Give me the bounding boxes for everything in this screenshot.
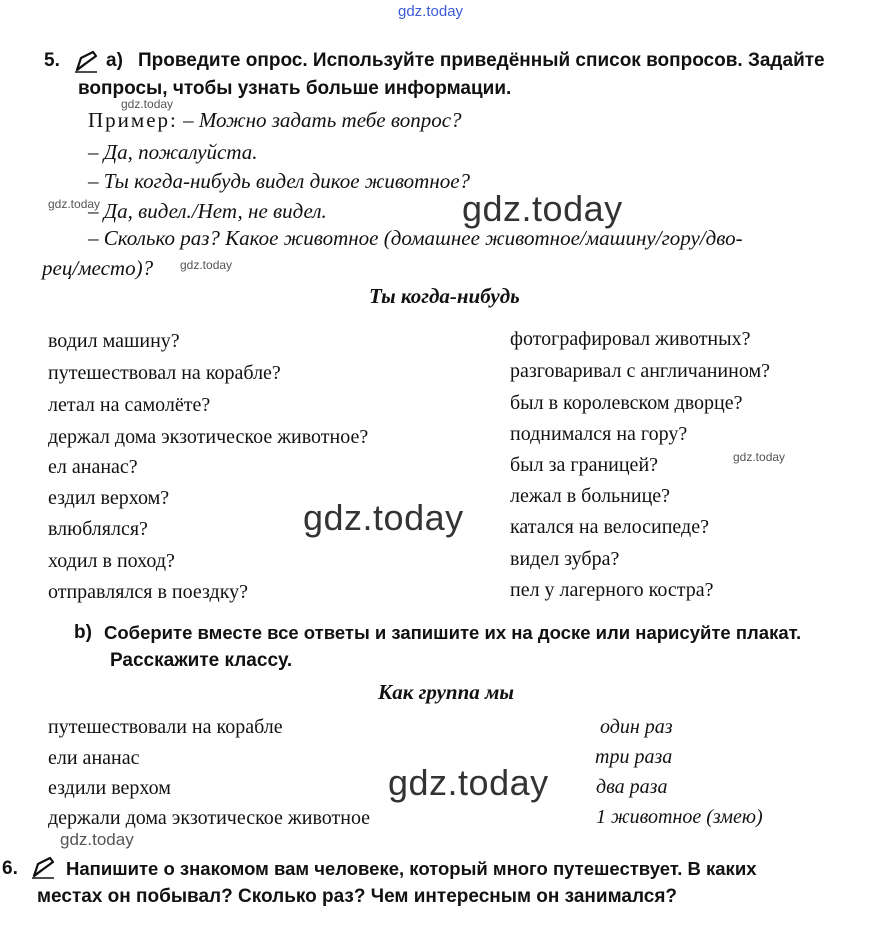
top-watermark: gdz.today: [398, 3, 464, 20]
table-row-activity: ели ананас: [48, 747, 140, 769]
example-line6: рец/место)?: [42, 256, 154, 280]
watermark-small-5: gdz.today: [60, 830, 134, 849]
task6-line2: местах он побывал? Сколько раз? Чем интересным он занимался?: [37, 886, 678, 907]
task5-part-b-label: b): [74, 622, 92, 643]
task5-number: 5.: [44, 50, 60, 71]
list-item: поднимался на гору?: [510, 423, 688, 445]
table-row-activity: держали дома экзотическое животное: [48, 807, 371, 829]
task6-number: 6.: [2, 858, 18, 879]
table-row-count: три раза: [595, 746, 673, 768]
list-item: фотографировал животных?: [510, 328, 751, 350]
example-line4: – Да, видел./Нет, не видел.: [88, 199, 327, 223]
table-row-count: 1 животное (змею): [596, 806, 763, 828]
list-item: лежал в больнице?: [510, 485, 671, 507]
example-label: Пример:: [88, 108, 178, 132]
pencil-icon: [73, 50, 99, 79]
task5-part-b-line2: Расскажите классу.: [110, 650, 293, 671]
table-row-activity: ездили верхом: [48, 777, 171, 799]
list-item: видел зубра?: [510, 548, 620, 570]
list-item: пел у лагерного костра?: [510, 579, 714, 601]
pencil-icon: [30, 856, 56, 885]
task5-part-a-line1: Проведите опрос. Используйте приведённый список вопросов. Задайте: [138, 50, 825, 71]
watermark-big-1: gdz.today: [462, 188, 623, 229]
task5-part-b-line1: Соберите вместе все ответы и запишите их на доске или нарисуйте плакат.: [104, 622, 802, 643]
group-title: Как группа мы: [378, 680, 514, 704]
watermark-small-4: gdz.today: [733, 450, 786, 464]
example-line5: – Сколько раз? Какое животное (домашнее животное/машину/гору/дво-: [88, 226, 743, 250]
list-item: летал на самолёте?: [48, 394, 211, 416]
task5-part-a-label: a): [106, 50, 123, 71]
list-item: ел ананас?: [48, 456, 138, 478]
table-row-count: два раза: [596, 776, 668, 798]
watermark-small-2: gdz.today: [48, 197, 101, 211]
task6-line1: Напишите о знакомом вам человеке, который много путешествует. В каких: [66, 858, 757, 879]
example-line3: – Ты когда-нибудь видел дикое животное?: [88, 169, 471, 193]
list-item: был в королевском дворце?: [510, 392, 743, 414]
watermark-big-3: gdz.today: [388, 762, 549, 803]
example-line1: [88, 108, 462, 133]
list-item: влюблялся?: [48, 518, 148, 540]
list-item: водил машину?: [48, 330, 180, 352]
task5-part-a-line2: вопросы, чтобы узнать больше информации.: [78, 78, 512, 99]
watermark-big-2: gdz.today: [303, 497, 464, 538]
list-item: отправлялся в поездку?: [48, 581, 249, 603]
example-line2: – Да, пожалуйста.: [88, 140, 258, 164]
list-item: был за границей?: [510, 454, 659, 476]
list-item: ездил верхом?: [48, 487, 170, 509]
list-item: путешествовал на корабле?: [48, 362, 281, 384]
list-item: катался на велосипеде?: [510, 516, 709, 538]
list-title: Ты когда-нибудь: [369, 284, 520, 308]
watermark-small-1: gdz.today: [121, 97, 174, 111]
list-item: разговаривал с англичанином?: [510, 360, 770, 382]
table-row-activity: путешествовали на корабле: [48, 716, 283, 738]
list-item: держал дома экзотическое животное?: [48, 426, 369, 448]
table-row-count: один раз: [600, 716, 673, 738]
list-item: ходил в поход?: [48, 550, 175, 572]
watermark-small-3: gdz.today: [180, 258, 233, 272]
example-line1-text: – Можно задать тебе вопрос?: [177, 108, 462, 132]
